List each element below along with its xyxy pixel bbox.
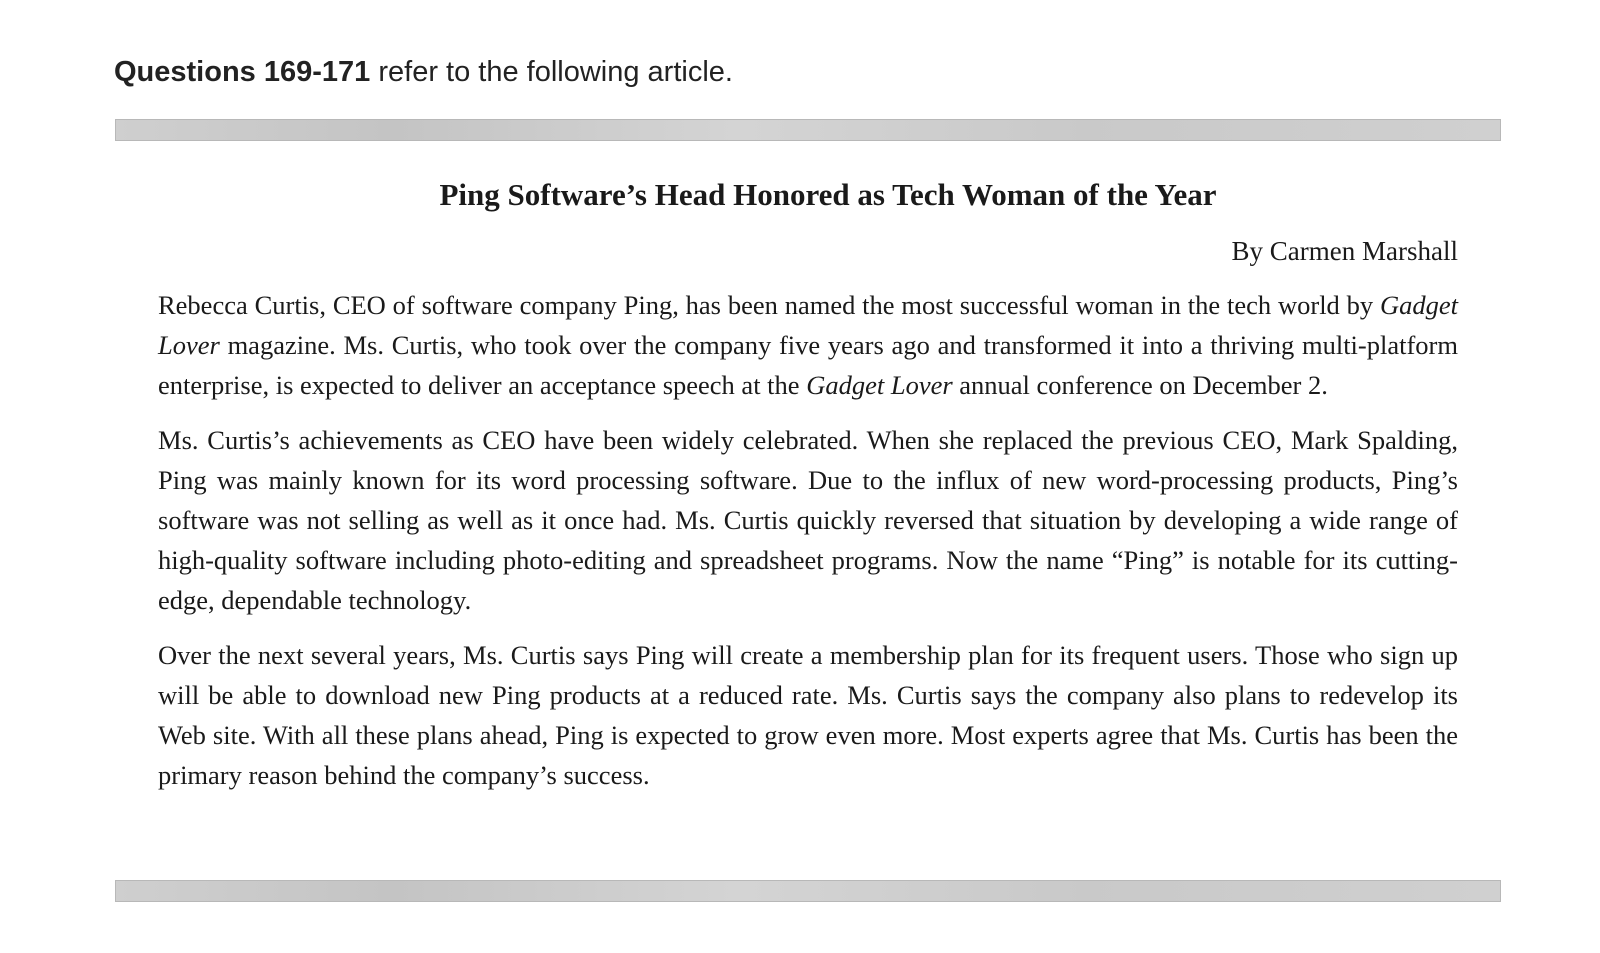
paragraph-1-text-c: annual conference on December 2. [952,370,1328,400]
paragraph-1-text-a: Rebecca Curtis, CEO of software company Ping, has been named the most successful woman in the tech world by [158,290,1380,320]
bottom-divider-bar [115,880,1501,902]
magazine-name: Gadget Lover [158,290,1458,360]
article [158,175,1458,795]
article-paragraph-1 [158,285,1458,405]
question-header [114,52,733,92]
article-title: Ping Software’s Head Honored as Tech Woman of the Year [439,177,1217,212]
question-instruction: refer to the following article. [370,56,733,88]
article-paragraph-2: Ms. Curtis’s achievements as CEO have been widely celebrated. When she replaced the previous CEO, Mark Spalding, Ping was mainly known for its word processing software. Due to the influx of new word-processing products, Ping’s software was not selling as well as it once had. Ms. Curtis quickly reversed that situation by developing a wide range of high-quality software including photo-editing and spreadsheet programs. Now the name “Ping” is notable for its cutting-edge, dependable technology. [158,425,1458,615]
top-divider-bar [115,119,1501,141]
article-byline: By Carmen Marshall [1231,236,1458,266]
paragraph-1-text-b: magazine. Ms. Curtis, who took over the company five years ago and transformed it into a thriving multi-platform enterprise, is expected to deliver an acceptance speech at the [158,330,1458,400]
question-range: Questions 169-171 [114,56,371,88]
article-paragraph-3: Over the next several years, Ms. Curtis says Ping will create a membership plan for its frequent users. Those who sign up will be able to download new Ping products at a reduced rate. Ms. Curtis says the company also plans to redevelop its Web site. With all these plans ahead, Ping is expected to grow even more. Most experts agree that Ms. Curtis has been the primary reason behind the company’s success. [158,640,1458,790]
magazine-name: Gadget Lover [806,370,953,400]
